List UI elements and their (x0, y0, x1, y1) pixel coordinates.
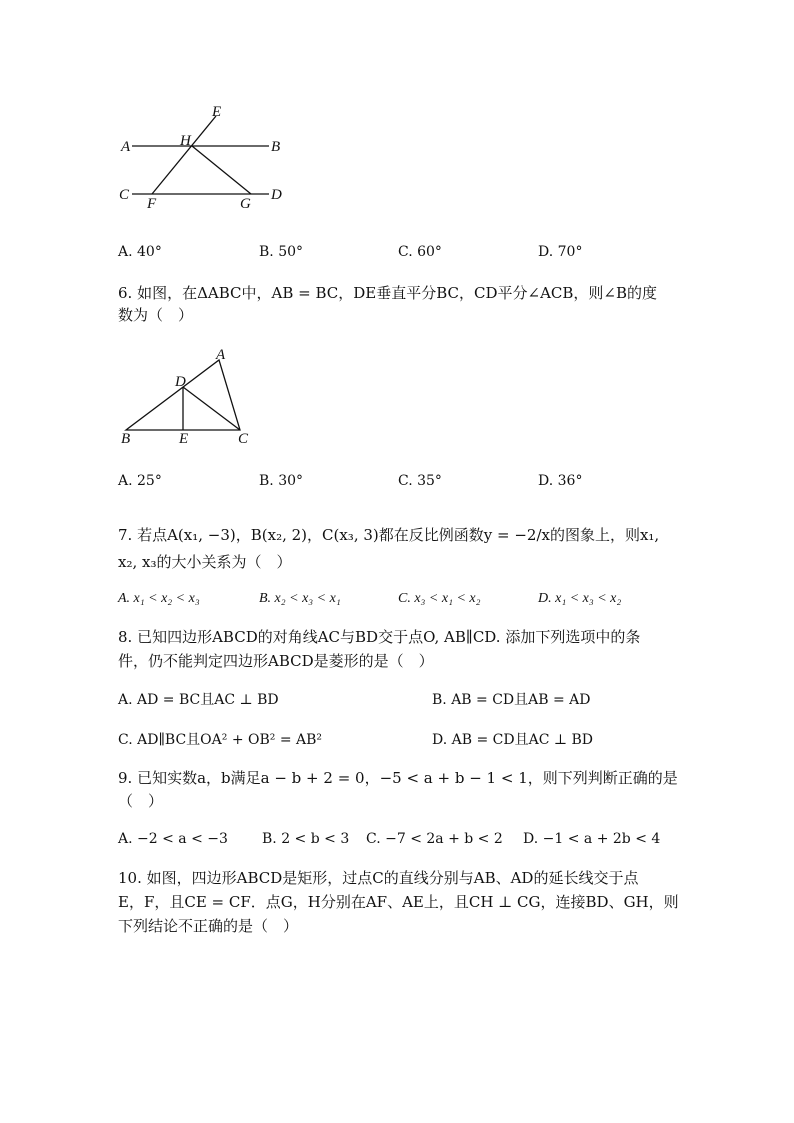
label-d: D (271, 187, 282, 203)
q9-option-d[interactable]: D. −1 < a + 2b < 4 (523, 831, 661, 847)
q6-option-b[interactable]: B. 30° (259, 473, 304, 489)
q9-text-line1: 9. 已知实数a，b满足a − b + 2 = 0，−5 < a + b − 1 < 1，则下列判断正确的是 (118, 769, 678, 787)
segment-dc (183, 387, 240, 430)
q7-text-line1: 7. 若点A(x₁, −3)，B(x₂, 2)，C(x₃, 3)都在反比例函数y = −2/x的图象上，则x₁, (118, 526, 660, 544)
q6-text-line2: 数为（ ） (118, 306, 194, 324)
label-c: C (119, 187, 130, 203)
label-a: A (216, 347, 226, 363)
q5-option-c[interactable]: C. 60° (398, 244, 442, 260)
q10-text-line2: E，F，且CE = CF．点G，H分别在AF、AE上，且CH ⊥ CG，连接BD、GH，则 (118, 893, 679, 911)
q6-option-c[interactable]: C. 35° (398, 473, 442, 489)
label-e: E (212, 104, 222, 120)
q8-option-c[interactable]: C. AD∥BC且OA² + OB² = AB² (118, 732, 323, 748)
q5-option-b[interactable]: B. 50° (259, 244, 304, 260)
q9-option-b[interactable]: B. 2 < b < 3 (262, 831, 350, 847)
label-c: C (238, 431, 249, 447)
q7-option-c[interactable]: C. x₃ < x₁ < x₂ (398, 591, 481, 606)
q5-option-a[interactable]: A. 40° (118, 244, 162, 260)
label-g: G (240, 196, 251, 212)
label-b: B (121, 431, 131, 447)
q9-option-c[interactable]: C. −7 < 2a + b < 2 (366, 831, 503, 847)
label-e: E (179, 431, 189, 447)
q8-text-line1: 8. 已知四边形ABCD的对角线AC与BD交于点O, AB∥CD. 添加下列选项中的条 (118, 628, 641, 646)
q6-option-a[interactable]: A. 25° (118, 473, 162, 489)
q5-option-d[interactable]: D. 70° (538, 244, 583, 260)
q10-text-line3: 下列结论不正确的是（ ） (118, 917, 299, 935)
q10-text-line1: 10. 如图，四边形ABCD是矩形，过点C的直线分别与AB、AD的延长线交于点 (118, 869, 639, 887)
label-d: D (175, 374, 186, 390)
q7-option-a[interactable]: A. x₁ < x₂ < x₃ (118, 591, 200, 606)
q9-text-line2: （ ） (118, 792, 164, 810)
label-h: H (180, 133, 191, 149)
q7-text-line2: x₂, x₃的大小关系为（ ） (118, 553, 292, 571)
q7-option-b[interactable]: B. x₂ < x₃ < x₁ (259, 591, 341, 606)
label-f: F (147, 196, 157, 212)
q9-option-a[interactable]: A. −2 < a < −3 (118, 831, 228, 847)
q7-option-d[interactable]: D. x₁ < x₃ < x₂ (538, 591, 622, 606)
q6-text-line1: 6. 如图，在ΔABC中，AB = BC，DE垂直平分BC，CD平分∠ACB，则∠B的度 (118, 284, 658, 302)
line-hg (192, 146, 251, 194)
figure-triangle-abc (112, 342, 262, 452)
figure-parallel-lines (112, 100, 292, 215)
q8-option-b[interactable]: B. AB = CD且AB = AD (432, 692, 591, 708)
q6-option-d[interactable]: D. 36° (538, 473, 583, 489)
q8-option-a[interactable]: A. AD = BC且AC ⊥ BD (118, 692, 279, 708)
label-b: B (271, 139, 281, 155)
q8-text-line2: 件，仍不能判定四边形ABCD是菱形的是（ ） (118, 652, 434, 670)
label-a: A (121, 139, 131, 155)
q8-option-d[interactable]: D. AB = CD且AC ⊥ BD (432, 732, 593, 748)
line-fe (152, 116, 216, 194)
